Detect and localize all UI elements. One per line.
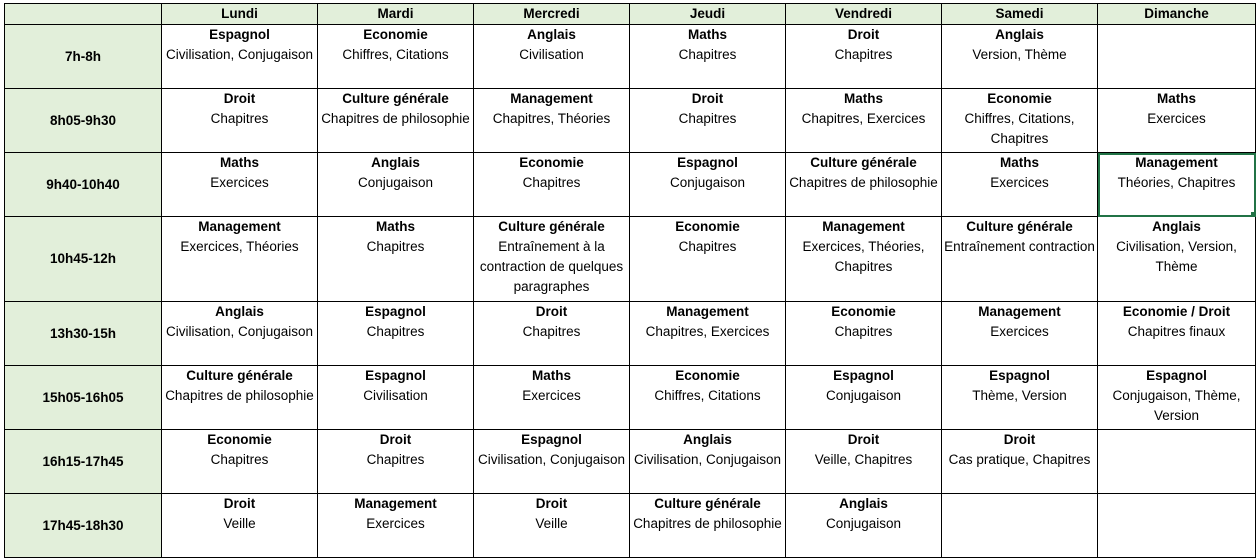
- subject-label: Management: [822, 219, 905, 234]
- topics-label: Exercices: [990, 324, 1049, 339]
- schedule-cell-lundi[interactable]: [162, 494, 318, 558]
- schedule-cell-lundi[interactable]: [162, 25, 318, 89]
- schedule-cell-jeudi[interactable]: [630, 153, 786, 217]
- subject-label: Management: [510, 91, 593, 106]
- topics-label: Thème, Version: [972, 388, 1067, 403]
- topics-label: Chapitres, Théories: [492, 111, 611, 126]
- schedule-cell-lundi[interactable]: [162, 89, 318, 153]
- topics-label: Chapitres: [834, 47, 893, 62]
- day-header-mercredi[interactable]: Mercredi: [474, 4, 630, 25]
- schedule-cell-samedi[interactable]: [942, 153, 1098, 217]
- day-header-jeudi[interactable]: Jeudi: [630, 4, 786, 25]
- table-row: [5, 302, 1256, 366]
- schedule-cell-jeudi[interactable]: [630, 25, 786, 89]
- schedule-cell-jeudi[interactable]: [630, 302, 786, 366]
- subject-label: Droit: [691, 91, 724, 106]
- subject-label: Droit: [535, 304, 568, 319]
- subject-label: Management: [354, 496, 437, 511]
- topics-label: Exercices, Théories, Chapitres: [802, 239, 925, 274]
- schedule-cell-mercredi[interactable]: [474, 89, 630, 153]
- schedule-cell-jeudi[interactable]: [630, 366, 786, 430]
- subject-label: Espagnol: [833, 368, 894, 383]
- time-slot-cell[interactable]: 8h05-9h30: [5, 89, 162, 153]
- day-header-samedi[interactable]: Samedi: [942, 4, 1098, 25]
- time-slot-cell[interactable]: 15h05-16h05: [5, 366, 162, 430]
- topics-label: Chapitres: [210, 111, 269, 126]
- subject-label: Espagnol: [1146, 368, 1207, 383]
- schedule-cell-mercredi[interactable]: [474, 430, 630, 494]
- topics-label: Veille: [223, 516, 256, 531]
- subject-label: Droit: [379, 432, 412, 447]
- topics-label: Chapitres: [366, 239, 425, 254]
- weekly-schedule-table: [4, 3, 1256, 558]
- topics-label: Conjugaison: [669, 175, 746, 190]
- schedule-cell-dimanche[interactable]: [1098, 217, 1256, 302]
- schedule-cell-samedi[interactable]: [942, 25, 1098, 89]
- subject-label: Espagnol: [521, 432, 582, 447]
- schedule-cell-samedi[interactable]: [942, 366, 1098, 430]
- subject-label: Management: [666, 304, 749, 319]
- subject-label: Espagnol: [677, 155, 738, 170]
- subject-label: Maths: [999, 155, 1039, 170]
- topics-label: Chapitres: [678, 111, 737, 126]
- topics-label: Civilisation, Conjugaison: [165, 324, 314, 339]
- topics-label: Conjugaison: [357, 175, 434, 190]
- time-slot-cell[interactable]: 16h15-17h45: [5, 430, 162, 494]
- topics-label: Conjugaison: [825, 388, 902, 403]
- schedule-cell-mardi[interactable]: [318, 366, 474, 430]
- topics-label: Chiffres, Citations: [654, 388, 761, 403]
- schedule-cell-vendredi[interactable]: [786, 89, 942, 153]
- corner-cell[interactable]: [5, 4, 162, 25]
- subject-label: Maths: [687, 27, 727, 42]
- subject-label: Droit: [223, 91, 256, 106]
- topics-label: Cas pratique, Chapitres: [948, 452, 1091, 467]
- topics-label: Chapitres, Exercices: [801, 111, 926, 126]
- time-slot-cell[interactable]: 13h30-15h: [5, 302, 162, 366]
- schedule-cell-mercredi[interactable]: [474, 217, 630, 302]
- subject-label: Droit: [535, 496, 568, 511]
- schedule-cell-mercredi[interactable]: [474, 153, 630, 217]
- topics-label: Conjugaison, Thème, Version: [1112, 388, 1241, 423]
- subject-label: Espagnol: [365, 304, 426, 319]
- topics-label: Chapitres: [210, 452, 269, 467]
- topics-label: Chapitres de philosophie: [165, 388, 314, 403]
- topics-label: Version, Thème: [972, 47, 1067, 62]
- subject-label: Anglais: [215, 304, 264, 319]
- topics-label: Civilisation, Conjugaison: [165, 47, 314, 62]
- fill-handle[interactable]: [1251, 212, 1256, 217]
- topics-label: Chapitres de philosophie: [321, 111, 470, 126]
- schedule-cell-mardi[interactable]: [318, 217, 474, 302]
- subject-label: Maths: [843, 91, 883, 106]
- topics-label: Exercices: [210, 175, 269, 190]
- schedule-cell-jeudi[interactable]: [630, 430, 786, 494]
- topics-label: Chapitres: [522, 175, 581, 190]
- topics-label: Chapitres: [678, 239, 737, 254]
- subject-label: Culture générale: [654, 496, 761, 511]
- subject-label: Anglais: [371, 155, 420, 170]
- topics-label: Chapitres: [834, 324, 893, 339]
- schedule-cell-lundi[interactable]: [162, 430, 318, 494]
- schedule-cell-dimanche[interactable]: [1098, 366, 1256, 430]
- header-row: [5, 4, 1256, 25]
- topics-label: Exercices: [522, 388, 581, 403]
- schedule-cell-dimanche[interactable]: [1098, 153, 1256, 217]
- schedule-cell-jeudi[interactable]: [630, 217, 786, 302]
- table-row: [5, 89, 1256, 153]
- subject-label: Anglais: [839, 496, 888, 511]
- schedule-cell-mardi[interactable]: [318, 494, 474, 558]
- table-row: [5, 153, 1256, 217]
- topics-label: Chapitres: [522, 324, 581, 339]
- subject-label: Maths: [219, 155, 259, 170]
- schedule-cell-vendredi[interactable]: [786, 217, 942, 302]
- schedule-cell-mardi[interactable]: [318, 302, 474, 366]
- table-row: [5, 217, 1256, 302]
- time-slot-cell[interactable]: 17h45-18h30: [5, 494, 162, 558]
- schedule-cell-mercredi[interactable]: [474, 302, 630, 366]
- subject-label: Maths: [1156, 91, 1196, 106]
- topics-label: Exercices: [990, 175, 1049, 190]
- day-header-dimanche[interactable]: Dimanche: [1098, 4, 1256, 25]
- schedule-cell-vendredi[interactable]: [786, 302, 942, 366]
- schedule-cell-mardi[interactable]: [318, 153, 474, 217]
- subject-label: Anglais: [1152, 219, 1201, 234]
- subject-label: Anglais: [683, 432, 732, 447]
- topics-label: Chiffres, Citations, Chapitres: [964, 111, 1075, 146]
- schedule-cell-mardi[interactable]: [318, 25, 474, 89]
- topics-label: Veille: [535, 516, 568, 531]
- topics-label: Exercices: [366, 516, 425, 531]
- subject-label: Economie: [363, 27, 428, 42]
- schedule-cell-dimanche[interactable]: [1098, 89, 1256, 153]
- table-row: [5, 366, 1256, 430]
- day-header-mardi[interactable]: Mardi: [318, 4, 474, 25]
- time-slot-cell[interactable]: 10h45-12h: [5, 217, 162, 302]
- topics-label: Conjugaison: [825, 516, 902, 531]
- schedule-cell-samedi[interactable]: [942, 217, 1098, 302]
- schedule-cell-dimanche[interactable]: [1098, 430, 1256, 494]
- subject-label: Economie: [831, 304, 896, 319]
- time-slot-cell[interactable]: 7h-8h: [5, 25, 162, 89]
- subject-label: Droit: [1003, 432, 1036, 447]
- topics-label: Chapitres finaux: [1127, 324, 1226, 339]
- topics-label: Entraînement contraction: [944, 239, 1095, 254]
- subject-label: Anglais: [527, 27, 576, 42]
- subject-label: Droit: [847, 432, 880, 447]
- schedule-cell-mardi[interactable]: [318, 430, 474, 494]
- schedule-cell-samedi[interactable]: [942, 302, 1098, 366]
- day-header-vendredi[interactable]: Vendredi: [786, 4, 942, 25]
- schedule-cell-mercredi[interactable]: [474, 366, 630, 430]
- topics-label: Chiffres, Citations: [342, 47, 449, 62]
- subject-label: Espagnol: [365, 368, 426, 383]
- subject-label: Anglais: [995, 27, 1044, 42]
- subject-label: Maths: [375, 219, 415, 234]
- subject-label: Culture générale: [966, 219, 1073, 234]
- schedule-cell-mardi[interactable]: [318, 89, 474, 153]
- subject-label: Management: [198, 219, 281, 234]
- topics-label: Civilisation: [363, 388, 428, 403]
- schedule-cell-vendredi[interactable]: [786, 366, 942, 430]
- table-row: [5, 430, 1256, 494]
- subject-label: Espagnol: [989, 368, 1050, 383]
- schedule-cell-lundi[interactable]: [162, 217, 318, 302]
- topics-label: Chapitres: [366, 452, 425, 467]
- schedule-cell-samedi[interactable]: [942, 89, 1098, 153]
- day-header-lundi[interactable]: Lundi: [162, 4, 318, 25]
- subject-label: Droit: [223, 496, 256, 511]
- schedule-cell-vendredi[interactable]: [786, 430, 942, 494]
- topics-label: Civilisation, Conjugaison: [633, 452, 782, 467]
- subject-label: Economie: [519, 155, 584, 170]
- schedule-cell-mercredi[interactable]: [474, 494, 630, 558]
- time-slot-cell[interactable]: 9h40-10h40: [5, 153, 162, 217]
- subject-label: Economie / Droit: [1122, 304, 1231, 319]
- subject-label: Culture générale: [186, 368, 293, 383]
- topics-label: Théories, Chapitres: [1117, 175, 1236, 190]
- topics-label: Exercices: [1147, 111, 1206, 126]
- table-row: [5, 25, 1256, 89]
- topics-label: Civilisation: [519, 47, 584, 62]
- schedule-cell-lundi[interactable]: [162, 366, 318, 430]
- topics-label: Exercices, Théories: [180, 239, 299, 254]
- schedule-cell-dimanche[interactable]: [1098, 25, 1256, 89]
- topics-label: Chapitres: [678, 47, 737, 62]
- topics-label: Entraînement à la contraction de quelques paragraphes: [479, 239, 624, 294]
- subject-label: Maths: [531, 368, 571, 383]
- topics-label: Civilisation, Conjugaison: [477, 452, 626, 467]
- subject-label: Droit: [847, 27, 880, 42]
- subject-label: Espagnol: [209, 27, 270, 42]
- schedule-cell-dimanche[interactable]: [1098, 302, 1256, 366]
- schedule-cell-samedi[interactable]: [942, 494, 1098, 558]
- subject-label: Economie: [207, 432, 272, 447]
- subject-label: Culture générale: [342, 91, 449, 106]
- schedule-cell-vendredi[interactable]: [786, 494, 942, 558]
- topics-label: Chapitres de philosophie: [633, 516, 782, 531]
- topics-label: Veille, Chapitres: [814, 452, 913, 467]
- schedule-cell-samedi[interactable]: [942, 430, 1098, 494]
- topics-label: Chapitres: [366, 324, 425, 339]
- schedule-cell-jeudi[interactable]: [630, 494, 786, 558]
- schedule-cell-vendredi[interactable]: [786, 153, 942, 217]
- subject-label: Economie: [675, 368, 740, 383]
- topics-label: Chapitres, Exercices: [645, 324, 770, 339]
- schedule-cell-mercredi[interactable]: [474, 25, 630, 89]
- subject-label: Management: [978, 304, 1061, 319]
- schedule-cell-dimanche[interactable]: [1098, 494, 1256, 558]
- schedule-cell-lundi[interactable]: [162, 302, 318, 366]
- subject-label: Economie: [987, 91, 1052, 106]
- schedule-cell-lundi[interactable]: [162, 153, 318, 217]
- topics-label: Chapitres de philosophie: [789, 175, 938, 190]
- table-row: [5, 494, 1256, 558]
- schedule-cell-vendredi[interactable]: [786, 25, 942, 89]
- schedule-cell-jeudi[interactable]: [630, 89, 786, 153]
- topics-label: Civilisation, Version, Thème: [1116, 239, 1237, 274]
- subject-label: Culture générale: [498, 219, 605, 234]
- subject-label: Management: [1135, 155, 1218, 170]
- subject-label: Culture générale: [810, 155, 917, 170]
- subject-label: Economie: [675, 219, 740, 234]
